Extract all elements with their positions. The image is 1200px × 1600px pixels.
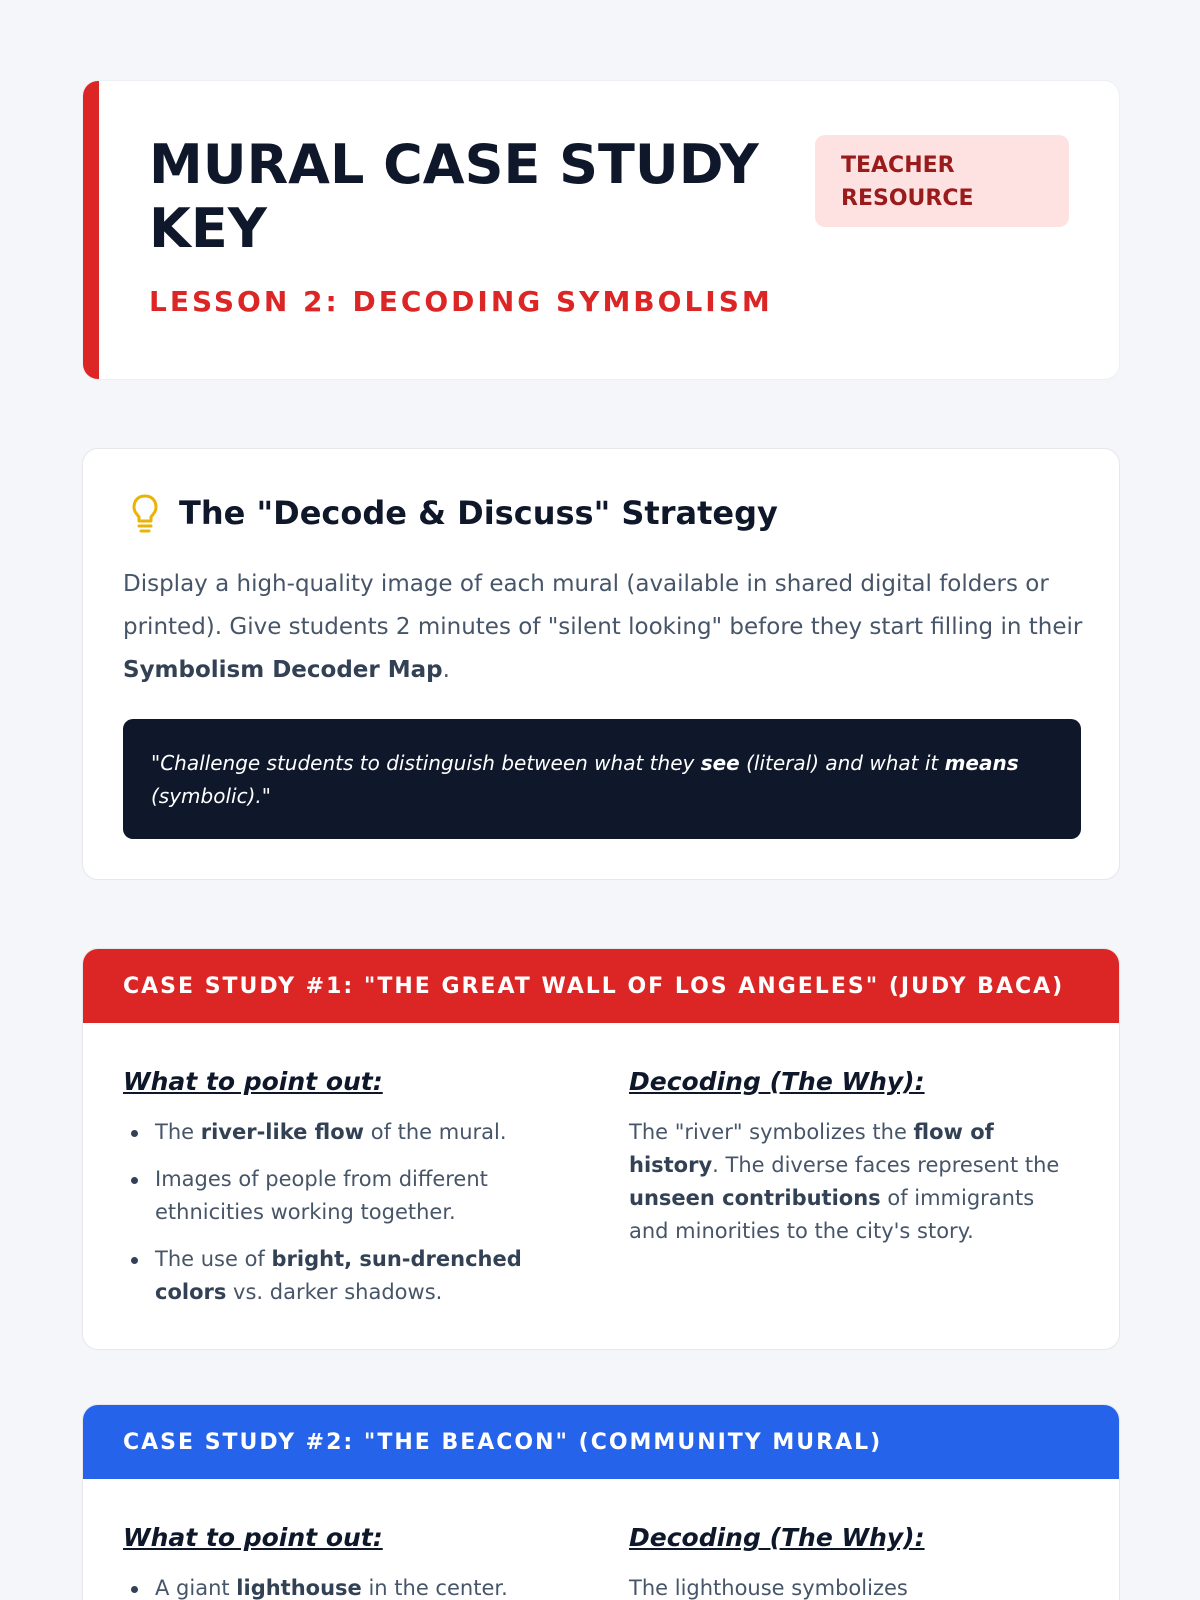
decoding-text: The lighthouse symbolizes [629,1576,908,1600]
case-study-1 [82,948,1120,1350]
decoding-label: Decoding (The Why): [629,1067,925,1096]
strategy-quote: "Challenge students to distinguish between what they see (literal) and what it means (symbolic)." [123,719,1081,839]
points-column [123,1067,573,1323]
what-to-point-out-label: What to point out: [123,1523,383,1552]
decoding-text: The "river" symbolizes the flow of history. The diverse faces represent the unseen contributions of immigrants and minorities to the city's story. [629,1120,1060,1243]
case-study-2 [82,1404,1120,1600]
strategy-heading [125,491,778,535]
case-study-2-header: CASE STUDY #2: "THE BEACON" (COMMUNITY MURAL) [83,1405,1119,1479]
lightbulb-icon [125,491,165,535]
what-to-point-out-label: What to point out: [123,1067,383,1096]
points-list [123,1116,573,1309]
points-column [123,1523,573,1600]
points-list [123,1572,573,1600]
lesson-subtitle: LESSON 2: DECODING SYMBOLISM [149,285,773,318]
list-item: The use of bright, sun-drenched colors vs. darker shadows. [123,1243,573,1309]
teacher-resource-badge: TEACHER RESOURCE [815,135,1069,227]
decoding-column [629,1067,1079,1248]
list-item: A giant lighthouse in the center. [123,1572,573,1600]
list-item: Images of people from different ethnicities working together. [123,1163,573,1229]
list-item: The river-like flow of the mural. [123,1116,573,1149]
decoding-label: Decoding (The Why): [629,1523,925,1552]
strategy-description: Display a high-quality image of each mural (available in shared digital folders or printed). Give students 2 minutes of "silent looking" before they start filling in their Symbolism Decoder Map. [123,571,1083,683]
strategy-title: The "Decode & Discuss" Strategy [179,494,778,532]
header-accent-bar [83,81,99,379]
header-card [82,80,1120,380]
case-study-1-header: CASE STUDY #1: "THE GREAT WALL OF LOS ANGELES" (JUDY BACA) [83,949,1119,1023]
decoding-column [629,1523,1079,1600]
page-title: MURAL CASE STUDY KEY [149,133,759,260]
strategy-card [82,448,1120,880]
